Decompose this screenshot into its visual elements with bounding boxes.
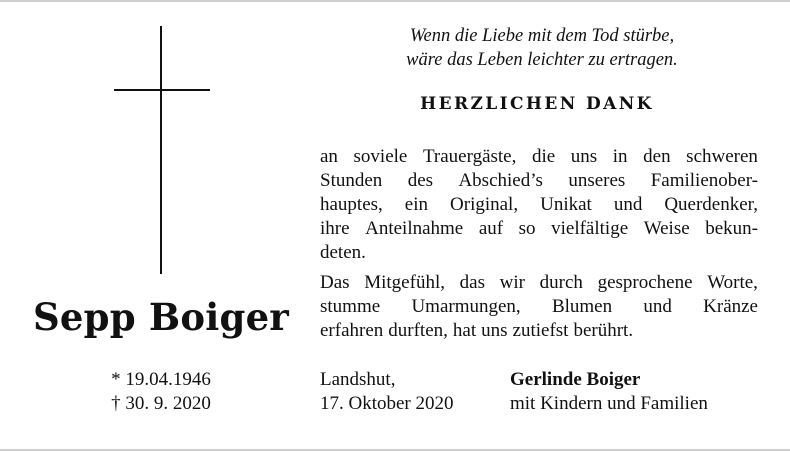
word: Worte, <box>707 272 758 293</box>
word: auf <box>478 218 504 239</box>
word: Kränze <box>703 296 758 317</box>
word: gesprochene <box>597 272 693 293</box>
word: die <box>531 146 556 167</box>
word: Umarmungen, <box>411 296 521 317</box>
word: Trauergäste, <box>422 146 517 167</box>
word: unseres <box>568 170 626 191</box>
word: Mitgefühl, <box>364 272 445 293</box>
quote-line-2: wäre das Leben leichter zu ertragen. <box>406 50 678 70</box>
deceased-name: Sepp Boiger <box>33 295 289 339</box>
word: Stunden <box>320 170 383 191</box>
word: soviele <box>353 146 408 167</box>
word: deten. <box>320 242 366 263</box>
place-and-date <box>320 368 454 416</box>
paragraph-line <box>320 319 758 343</box>
word: zutiefst <box>512 320 569 341</box>
top-border <box>0 0 790 2</box>
word: wir <box>499 272 525 293</box>
word: hauptes, <box>320 194 383 215</box>
word: durften, <box>388 320 448 341</box>
cross-horizontal-bar <box>114 89 210 91</box>
signature <box>510 368 708 416</box>
word: Querdenker, <box>664 194 758 215</box>
date: 17. Oktober 2020 <box>320 393 454 414</box>
word: bekun- <box>705 218 758 239</box>
word: Original, <box>450 194 519 215</box>
word: ihre <box>320 218 350 239</box>
word: uns <box>481 320 508 341</box>
word: stumme <box>320 296 381 317</box>
thank-you-heading: HERZLICHEN DANK <box>420 94 654 114</box>
word: Das <box>320 272 350 293</box>
word: Abschied’s <box>458 170 543 191</box>
paragraph-line <box>320 295 758 319</box>
death-date: † 30. 9. 2020 <box>111 393 211 414</box>
place: Landshut, <box>320 369 396 390</box>
cross-vertical-bar <box>160 26 162 274</box>
word: ein <box>404 194 429 215</box>
word: vielfältige <box>551 218 629 239</box>
word: Blumen <box>551 296 613 317</box>
signer-family: mit Kindern und Familien <box>510 393 708 414</box>
word: hat <box>452 320 477 341</box>
word: uns <box>570 146 598 167</box>
quote <box>322 24 762 72</box>
word: den <box>643 146 671 167</box>
sympathy-paragraph <box>320 271 758 343</box>
word: Familienober- <box>650 170 758 191</box>
quote-line-1: Wenn die Liebe mit dem Tod stürbe, <box>409 26 675 46</box>
birth-date: * 19.04.1946 <box>111 369 211 390</box>
word: schweren <box>686 146 758 167</box>
paragraph-line <box>320 169 758 193</box>
word: Unikat <box>540 194 592 215</box>
word: Weise <box>643 218 690 239</box>
paragraph-line <box>320 241 758 265</box>
life-dates <box>0 368 322 416</box>
signer-name: Gerlinde Boiger <box>510 369 641 390</box>
paragraph-line <box>320 193 758 217</box>
word: in <box>612 146 628 167</box>
paragraph-line <box>320 271 758 295</box>
word: durch <box>539 272 583 293</box>
word: Anteilnahme <box>365 218 464 239</box>
word: berührt. <box>573 320 634 341</box>
paragraph-line <box>320 217 758 241</box>
word: und <box>613 194 643 215</box>
word: an <box>320 146 338 167</box>
paragraph-line <box>320 145 758 169</box>
thanks-paragraph <box>320 145 758 265</box>
word: und <box>643 296 672 317</box>
word: erfahren <box>320 320 384 341</box>
word: des <box>407 170 434 191</box>
word: so <box>518 218 536 239</box>
word: das <box>459 272 485 293</box>
